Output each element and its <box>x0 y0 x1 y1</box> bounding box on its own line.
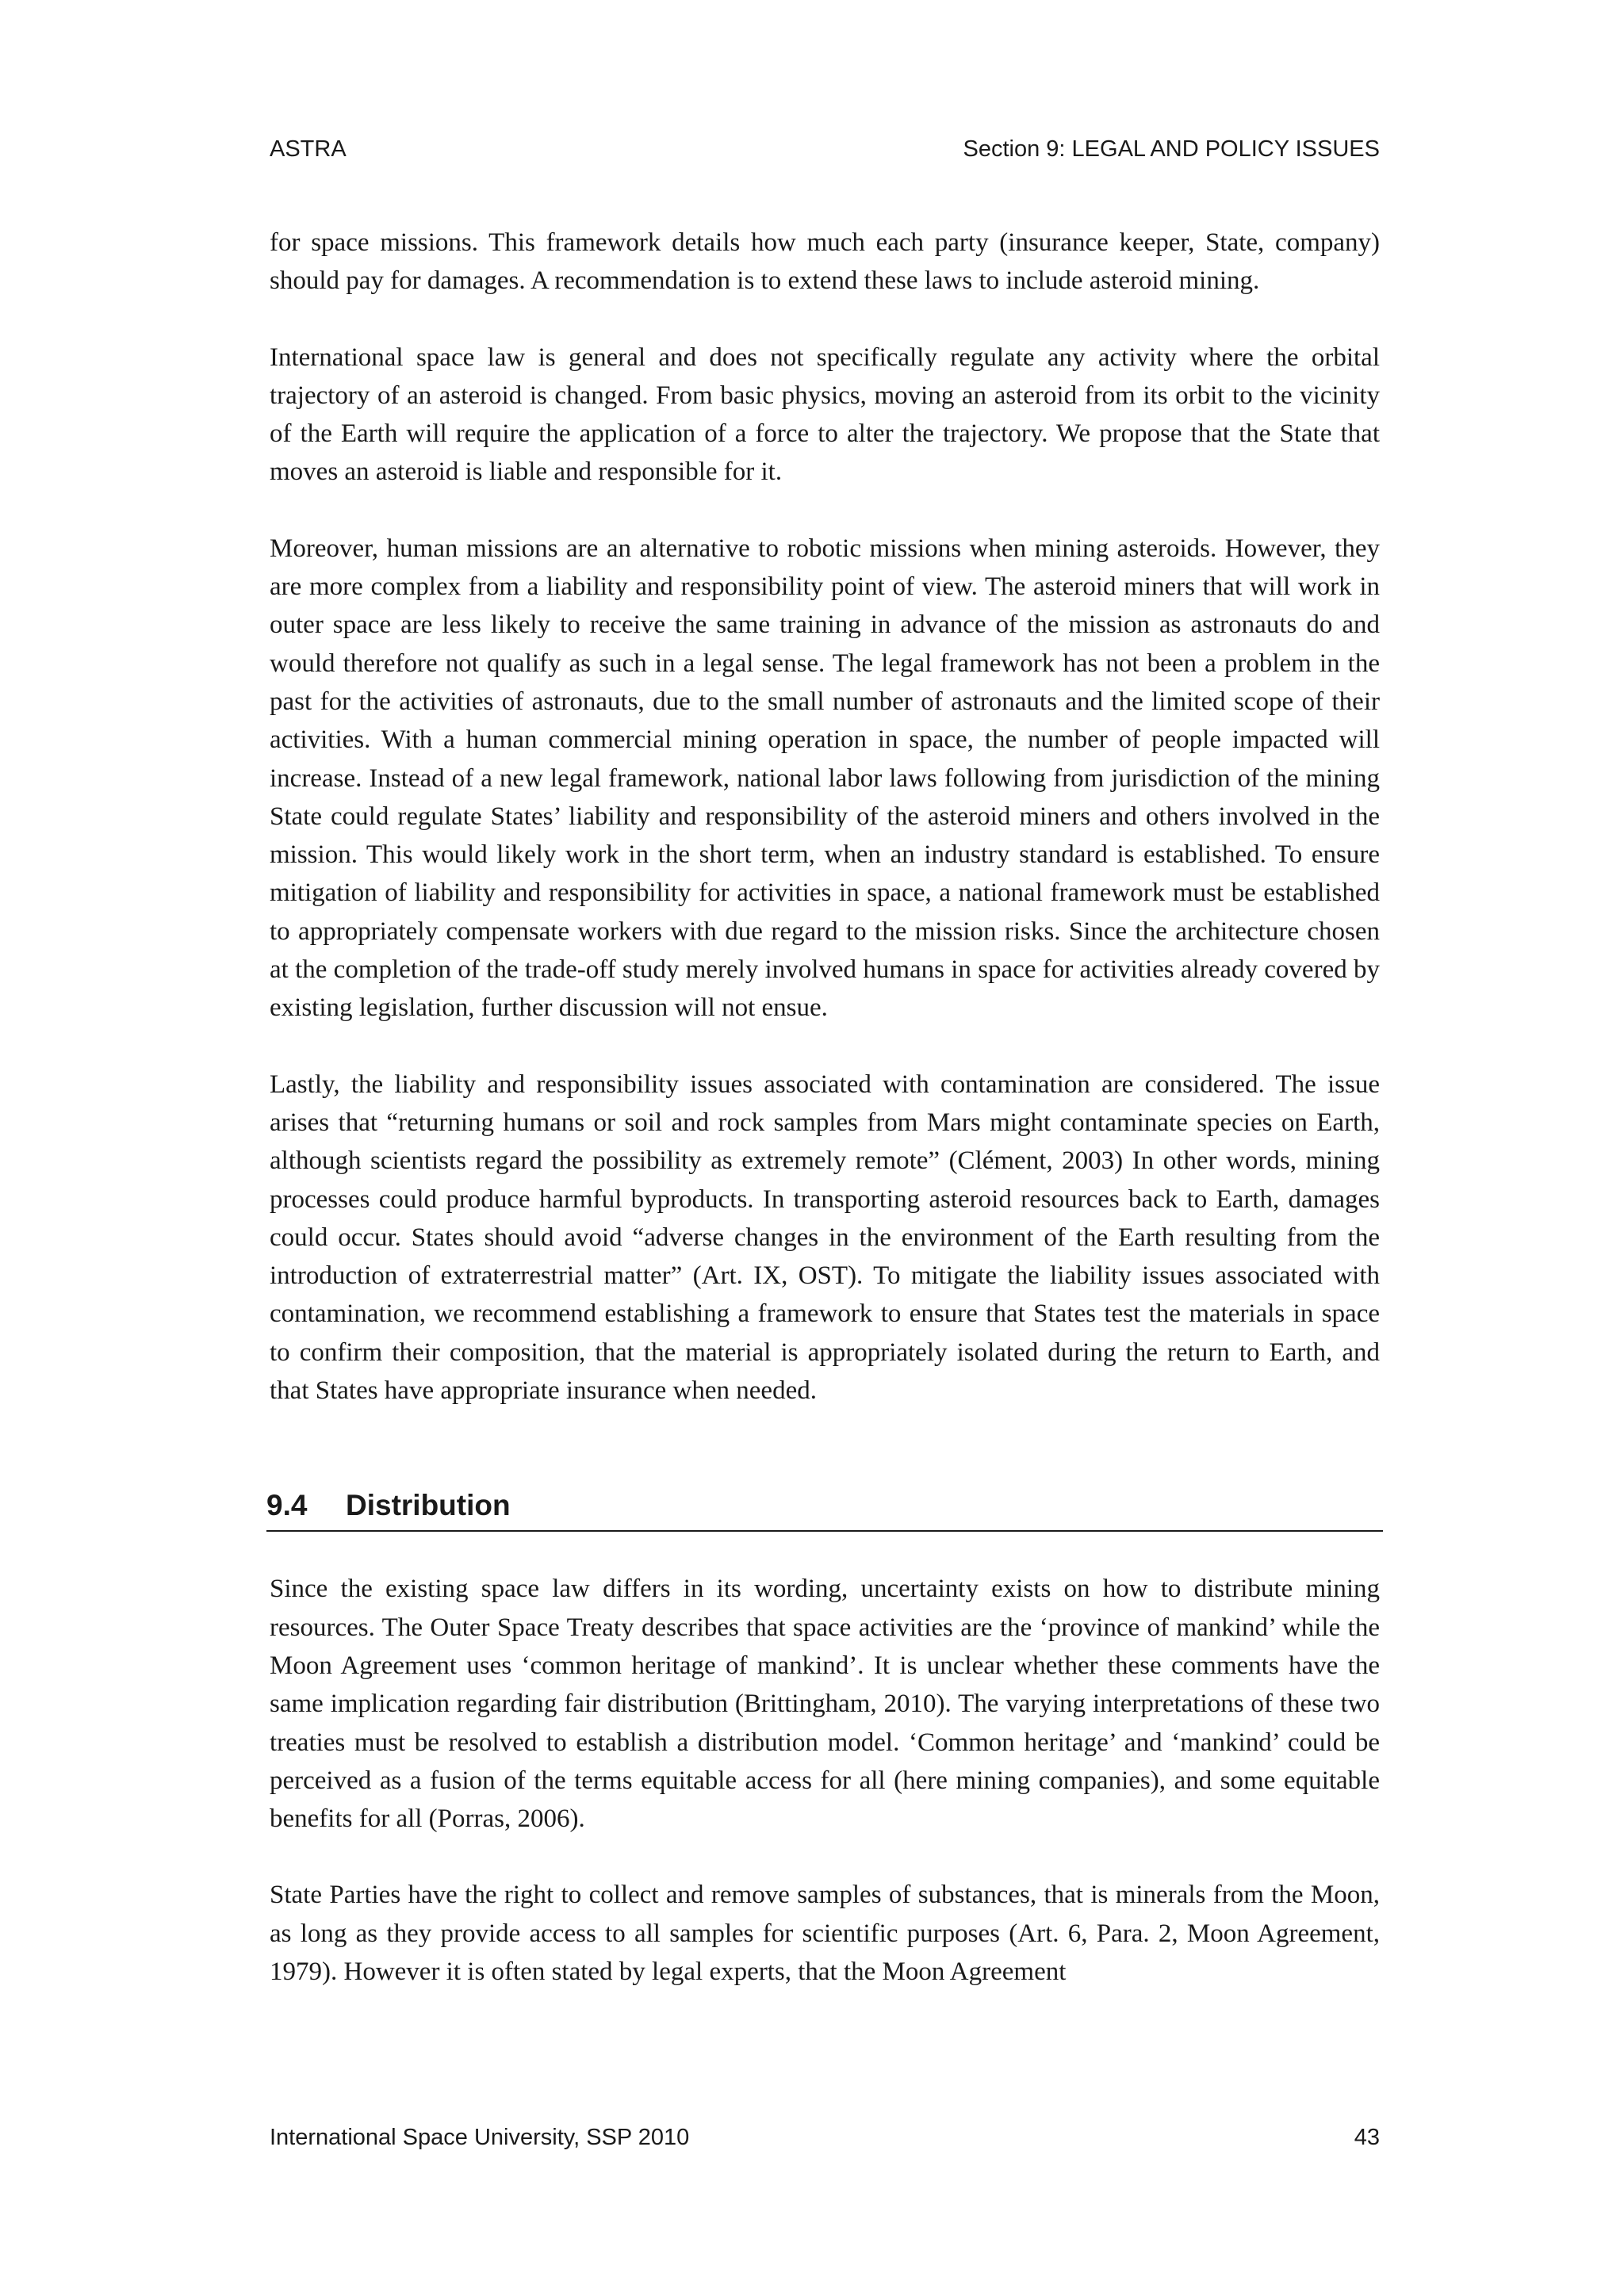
header-report-title: ASTRA <box>270 136 347 162</box>
body-paragraph: International space law is general and does not specifically regulate any activity where the orbital trajectory of an asteroid is changed. From basic physics, moving an asteroid from its orbit to the vicinity of the Earth will require the application of a force to alter the trajectory. We propose that the State that moves an asteroid is liable and responsible for it. <box>270 342 1380 487</box>
section-heading <box>266 1486 1383 1532</box>
body-paragraph: State Parties have the right to collect and remove samples of substances, that is minerals from the Moon, as long as they provide access to all samples for scientific purposes (Art. 6, Para. 2, Moon Agreement, 1979). However it is often stated by legal experts, that the Moon Agreement <box>270 1881 1380 1986</box>
page-number: 43 <box>1354 2125 1380 2150</box>
running-footer <box>270 2122 1380 2153</box>
body-paragraph: Since the existing space law differs in its wording, uncertainty exists on how to distribute mining resources. The Outer Space Treaty describes that space activities are the ‘province of mankind’ while the Moon Agreement uses ‘common heritage of mankind’. It is unclear whether these comments have the same implication regarding fair distribution (Brittingham, 2010). The varying interpretations of these two treaties must be resolved to establish a distribution model. ‘Common heritage’ and ‘mankind’ could be perceived as a fusion of the terms equitable access for all (here mining companies), and some equitable benefits for all (Porras, 2006). <box>270 1575 1380 1834</box>
running-header <box>270 133 1380 165</box>
body-paragraph: Moreover, human missions are an alternative to robotic missions when mining asteroids. However, they are more complex from a liability and responsibility point of view. The asteroid miners that will work in outer space are less likely to receive the same training in advance of the mission as astronauts do and would therefore not qualify as such in a legal sense. The legal framework has not been a problem in the past for the activities of astronauts, due to the small number of astronauts and the limited scope of their activities. With a human commercial mining operation in space, the number of people impacted will increase. Instead of a new legal framework, national labor laws following from jurisdiction of the mining State could regulate States’ liability and responsibility of the asteroid miners and others involved in the mission. This would likely work in the short term, when an industry standard is established. To ensure mitigation of liability and responsibility for activities in space, a national framework must be established to appropriately compensate workers with due regard to the mission risks. Since the architecture chosen at the completion of the trade-off study merely involved humans in space for activities already covered by existing legislation, further discussion will not ensue. <box>270 534 1380 1023</box>
section-number: 9.4 <box>266 1489 308 1522</box>
body-paragraph: for space missions. This framework details how much each party (insurance keeper, State, company) should pay for damages. A recommendation is to extend these laws to include asteroid mining. <box>270 228 1380 296</box>
header-section-title: Section 9: LEGAL AND POLICY ISSUES <box>963 136 1380 162</box>
section-title: Distribution <box>346 1489 511 1522</box>
footer-institution: International Space University, SSP 2010 <box>270 2125 690 2150</box>
page-body <box>266 224 1380 2029</box>
body-paragraph: Lastly, the liability and responsibility issues associated with contamination are considered. The issue arises that “returning humans or soil and rock samples from Mars might contaminate species on Earth, although scientists regard the possibility as extremely remote” (Clément, 2003) In other words, mining processes could produce harmful byproducts. In transporting asteroid resources back to Earth, damages could occur. States should avoid “adverse changes in the environment of the Earth resulting from the introduction of extraterrestrial matter” (Art. IX, OST). To mitigate the liability issues associated with contamination, we recommend establishing a framework to ensure that States test the materials in space to confirm their composition, that the material is appropriately isolated during the return to Earth, and that States have appropriate insurance when needed. <box>270 1070 1380 1406</box>
